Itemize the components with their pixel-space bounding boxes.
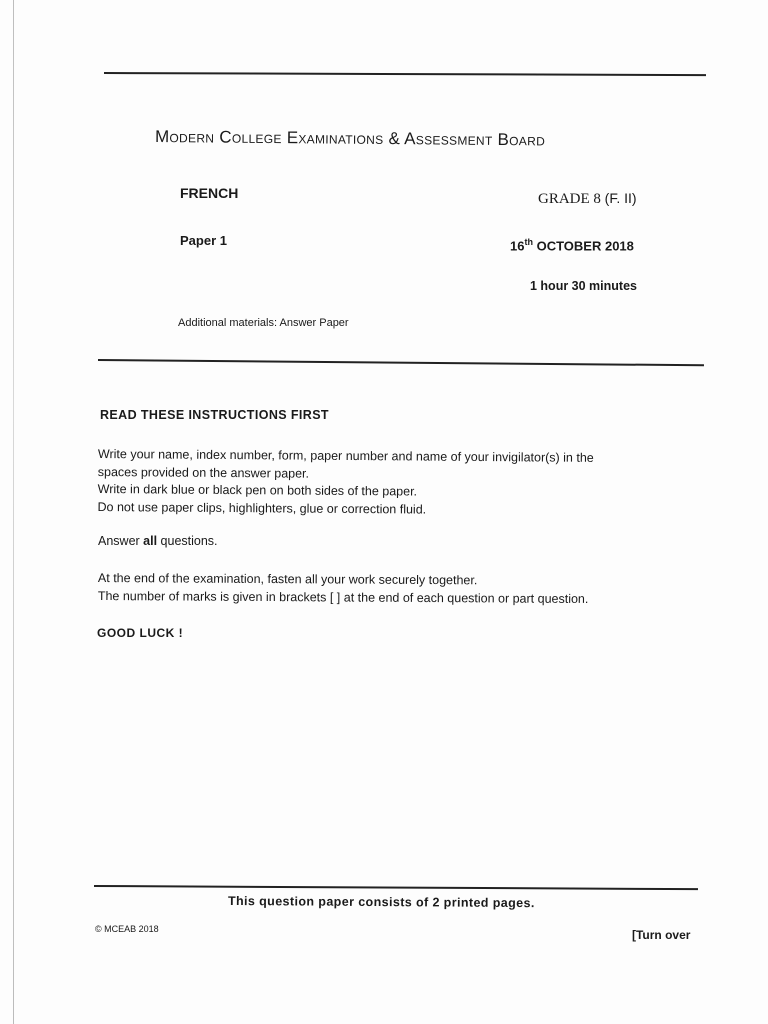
instructions-block-2 [98,533,218,551]
good-luck: GOOD LUCK ! [97,626,184,640]
subject-label: FRENCH [180,185,239,201]
date-ordinal: th [524,237,533,247]
grade-suffix: (F. II) [604,190,637,206]
instruction-line: Write your name, index number, form, paper number and name of your invigilator(s) in the [97,446,594,465]
pages-note: This question paper consists of 2 printed pages. [227,894,535,911]
instruction-line: The number of marks is given in brackets [ ] at the end of each question or part question. [97,588,589,606]
top-rule [104,72,706,76]
middle-rule [98,359,704,366]
grade-text: GRADE 8 [538,191,601,207]
copyright: © MCEAB 2018 [95,924,159,934]
answer-suffix: questions. [157,534,218,548]
exam-date [510,237,634,253]
date-day: 16 [510,238,525,254]
grade-label [538,190,637,208]
board-title: Modern College Examinations & Assessment Board [154,127,546,150]
answer-all-line [98,533,218,551]
instructions-heading: READ THESE INSTRUCTIONS FIRST [100,408,329,422]
instruction-line: At the end of the examination, fasten all your work securely together. [97,571,478,588]
instructions-block-3 [98,570,589,608]
scan-edge-line [13,0,14,1024]
answer-prefix: Answer [98,534,144,548]
instructions-block-1 [97,446,593,520]
date-month-year: OCTOBER 2018 [532,238,634,254]
paper-label: Paper 1 [180,233,227,248]
instruction-line: Do not use paper clips, highlighters, glue or correction fluid. [97,499,427,517]
instruction-line: spaces provided on the answer paper. [97,464,310,481]
answer-emphasis: all [143,534,158,548]
exam-duration: 1 hour 30 minutes [530,279,637,293]
bottom-rule [94,885,698,890]
instruction-line: Write in dark blue or black pen on both sides of the paper. [97,481,418,499]
additional-materials: Additional materials: Answer Paper [178,317,349,329]
turn-over: [Turn over [632,928,691,942]
